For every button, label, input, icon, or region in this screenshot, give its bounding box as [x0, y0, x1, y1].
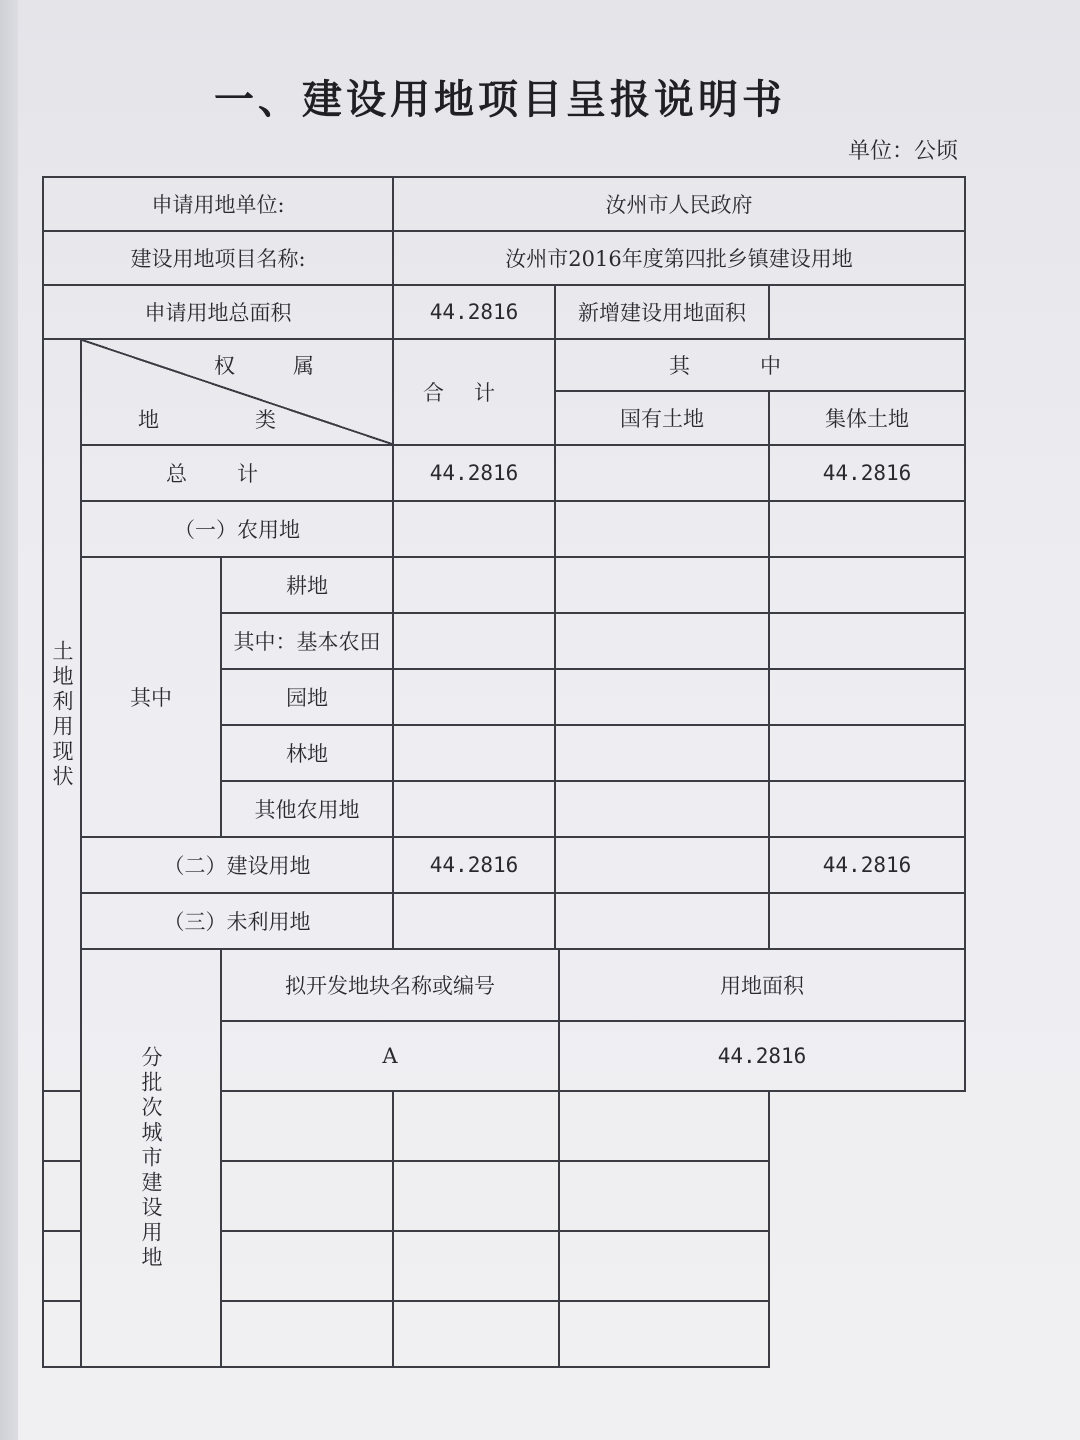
table-row	[43, 1091, 965, 1161]
parcel-name	[43, 1091, 393, 1161]
row-other-farm-sum	[393, 781, 555, 837]
project-value: 汝州市2016年度第四批乡镇建设用地	[393, 231, 965, 285]
new-area-label: 新增建设用地面积	[555, 285, 769, 339]
row-arable-label: 耕地	[221, 557, 393, 613]
table-row	[43, 557, 965, 613]
row-total-collective: 44.2816	[769, 445, 965, 501]
row-forest-state	[555, 725, 769, 781]
row-construction-collective: 44.2816	[769, 837, 965, 893]
parcel-area	[393, 1231, 559, 1301]
among-label: 其中	[81, 557, 221, 837]
table-row	[43, 1231, 965, 1301]
total-area-row	[43, 285, 965, 339]
parcel-use	[559, 1301, 769, 1367]
row-total-state	[555, 445, 769, 501]
row-construction-label: （二）建设用地	[81, 837, 393, 893]
land-use-header-row	[43, 339, 965, 391]
parcel-use	[559, 1091, 769, 1161]
table-row	[43, 1161, 965, 1231]
row-construction-sum: 44.2816	[393, 837, 555, 893]
row-unused-sum	[393, 893, 555, 949]
application-form-table	[42, 176, 966, 1368]
parcel-name	[43, 1301, 393, 1367]
row-total-label: 总计	[81, 445, 393, 501]
row-farm-collective	[769, 501, 965, 557]
col-parcel-name-header: 拟开发地块名称或编号	[221, 949, 559, 1021]
row-construction-state	[555, 837, 769, 893]
parcel-use	[559, 1161, 769, 1231]
parcel-area	[393, 1161, 559, 1231]
row-garden-label: 园地	[221, 669, 393, 725]
new-area-value	[769, 285, 965, 339]
batch-header-row	[43, 949, 965, 1021]
row-unused-state	[555, 893, 769, 949]
table-row	[43, 837, 965, 893]
row-farm-label: （一）农用地	[81, 501, 393, 557]
row-unused-collective	[769, 893, 965, 949]
row-basic-farmland-collective	[769, 613, 965, 669]
row-farm-state	[555, 501, 769, 557]
table-row	[43, 501, 965, 557]
row-garden-sum	[393, 669, 555, 725]
row-forest-sum	[393, 725, 555, 781]
diag-owner-label: 权属	[214, 354, 373, 378]
document-title: 一、建设用地项目呈报说明书	[214, 77, 786, 123]
applicant-label: 申请用地单位:	[43, 177, 393, 231]
row-arable-sum	[393, 557, 555, 613]
row-other-farm-state	[555, 781, 769, 837]
parcel-name	[43, 1161, 393, 1231]
diag-class-label: 地类	[138, 408, 372, 432]
row-other-farm-collective	[769, 781, 965, 837]
row-unused-label: （三）未利用地	[81, 893, 393, 949]
project-row	[43, 231, 965, 285]
row-forest-collective	[769, 725, 965, 781]
row-arable-collective	[769, 557, 965, 613]
page-edge	[0, 0, 18, 1440]
row-garden-state	[555, 669, 769, 725]
parcel-name	[43, 1231, 393, 1301]
parcel-name: A	[221, 1021, 559, 1091]
row-arable-state	[555, 557, 769, 613]
unit-label: 单位：公顷	[847, 139, 958, 164]
table-row	[43, 445, 965, 501]
total-area-value: 44.2816	[393, 285, 555, 339]
row-other-farm-label: 其他农用地	[221, 781, 393, 837]
col-parcel-area-header: 用地面积	[559, 949, 965, 1021]
table-row	[43, 893, 965, 949]
row-basic-farmland-sum	[393, 613, 555, 669]
row-basic-farmland-state	[555, 613, 769, 669]
col-total-header: 合计	[393, 339, 555, 445]
parcel-area	[393, 1091, 559, 1161]
diagonal-header-cell	[81, 339, 393, 445]
row-forest-label: 林地	[221, 725, 393, 781]
row-basic-farmland-label: 其中：基本农田	[221, 613, 393, 669]
row-garden-collective	[769, 669, 965, 725]
applicant-row	[43, 177, 965, 231]
col-among-header: 其中	[555, 339, 965, 391]
col-collective-header: 集体土地	[769, 391, 965, 445]
land-use-section-label: 土地利用现状	[50, 640, 74, 790]
parcel-area: 44.2816	[559, 1021, 965, 1091]
table-row	[43, 1301, 965, 1367]
project-label: 建设用地项目名称:	[43, 231, 393, 285]
applicant-value: 汝州市人民政府	[393, 177, 965, 231]
parcel-use	[559, 1231, 769, 1301]
col-state-header: 国有土地	[555, 391, 769, 445]
parcel-area	[393, 1301, 559, 1367]
batch-section-label: 分批次城市建设用地	[139, 1045, 163, 1271]
land-use-section-label-cell	[43, 339, 81, 1091]
total-area-label: 申请用地总面积	[43, 285, 393, 339]
row-total-sum: 44.2816	[393, 445, 555, 501]
row-farm-sum	[393, 501, 555, 557]
